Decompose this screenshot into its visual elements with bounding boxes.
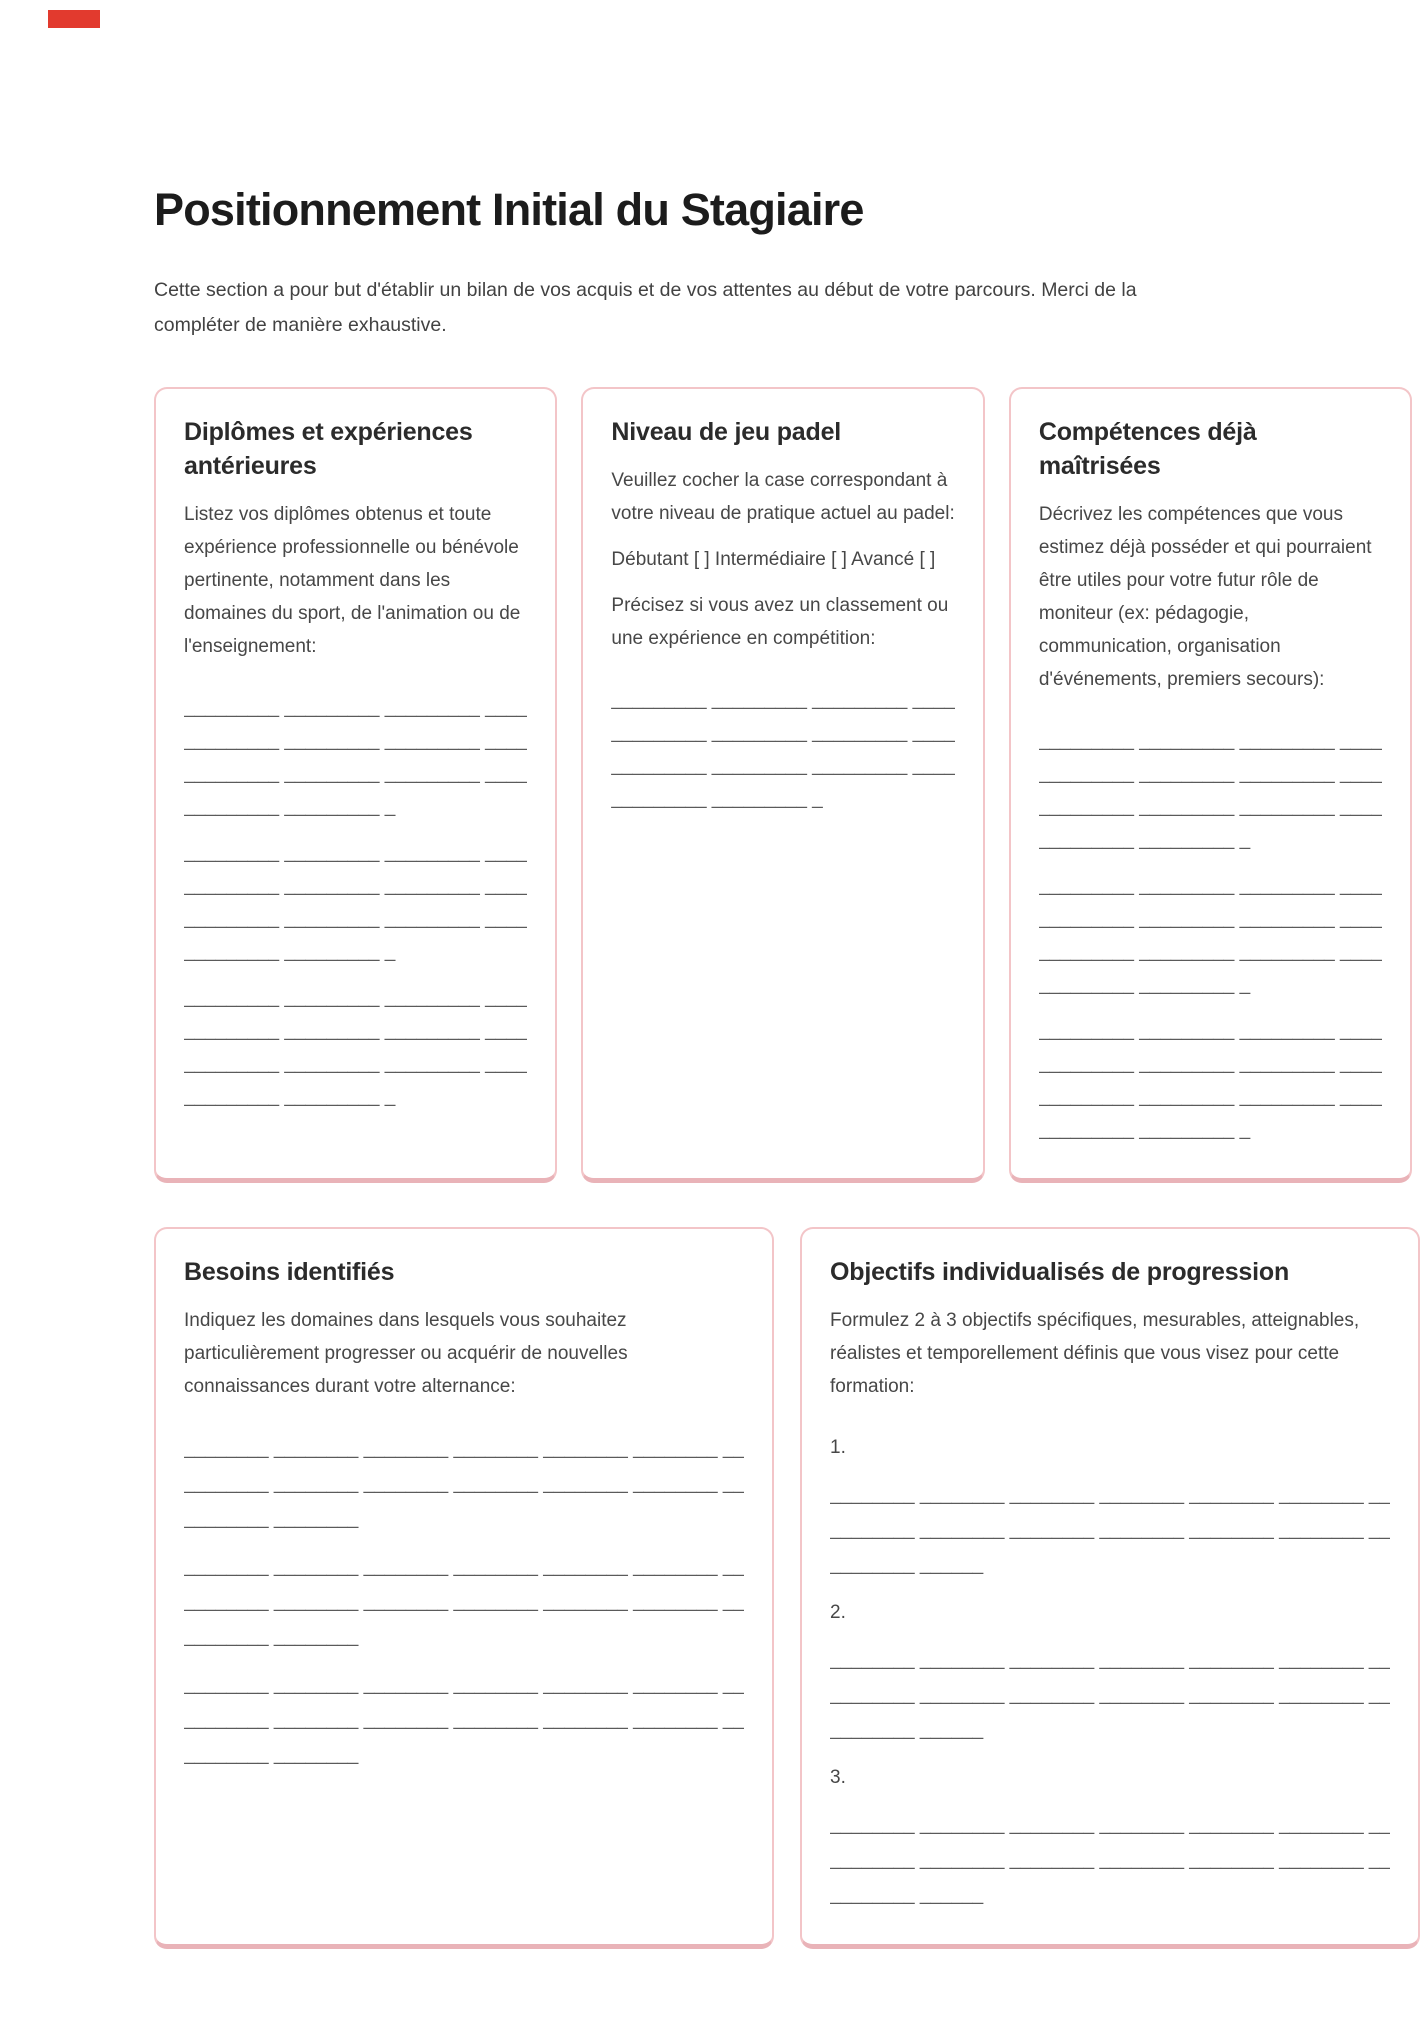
page-title: Positionnement Initial du Stagiaire bbox=[154, 184, 864, 235]
blank-line-group bbox=[830, 1642, 1390, 1747]
blank-line: _________ _________ _________ ____ bbox=[611, 688, 955, 710]
card-title: Besoins identifiés bbox=[184, 1257, 395, 1286]
card-instructions: Précisez si vous avez un classement ou une expérience en compétition: bbox=[611, 594, 949, 649]
card-besoins-identifies bbox=[154, 1227, 774, 1949]
blank-line: _________ _________ _________ ____ bbox=[184, 841, 528, 863]
blank-line: ________ ________ ________ ________ ________ ________ __ bbox=[830, 1684, 1391, 1706]
blank-write-in-area bbox=[184, 1431, 744, 1772]
blank-line: _________ _________ _________ ____ bbox=[1038, 762, 1383, 784]
intro-text: Cette section a pour but d'établir un bilan de vos acquis et de vos attentes au début de votre parcours. Merci de la compléter de manière exhaustive. bbox=[154, 279, 1137, 336]
blank-line: _________ _________ _________ ____ bbox=[611, 754, 955, 776]
blank-line: _________ _________ _ bbox=[184, 795, 396, 817]
blank-line: ________ ________ ________ ________ ________ ________ __ bbox=[184, 1473, 745, 1495]
blank-line: ________ ________ ________ ________ ________ ________ __ bbox=[830, 1519, 1391, 1541]
blank-line: ________ ________ ________ ________ ________ ________ __ bbox=[830, 1649, 1391, 1671]
blank-line: _________ _________ _________ ____ bbox=[184, 729, 528, 751]
blank-line-group bbox=[184, 691, 527, 823]
objective-item bbox=[830, 1431, 1390, 1582]
blank-line: _________ _________ _ bbox=[1038, 1118, 1251, 1140]
blank-line-group bbox=[830, 1477, 1390, 1582]
blank-line: ________ ________ ________ ________ ________ ________ __ bbox=[184, 1438, 745, 1460]
objective-item bbox=[830, 1761, 1390, 1912]
blank-line: _________ _________ _________ ____ bbox=[184, 986, 528, 1008]
blank-line: _________ _________ _________ ____ bbox=[1038, 1085, 1383, 1107]
blank-line: _________ _________ _________ ____ bbox=[184, 762, 528, 784]
card-niveau-padel bbox=[581, 387, 984, 1183]
blank-line-group bbox=[184, 1667, 744, 1772]
blank-line: ________ ________ ________ ________ ________ ________ __ bbox=[830, 1484, 1391, 1506]
blank-line: ________ ________ bbox=[184, 1744, 359, 1766]
blank-line-group bbox=[830, 1807, 1390, 1912]
card-competences-maitrisees bbox=[1009, 387, 1412, 1183]
objective-number: 3. bbox=[830, 1767, 846, 1789]
blank-line: _________ _________ _ bbox=[184, 940, 396, 962]
card-objectifs-progression bbox=[800, 1227, 1420, 1949]
blank-line: _________ _________ _ bbox=[611, 787, 823, 809]
blank-line: _________ _________ _________ ____ bbox=[1038, 795, 1383, 817]
blank-line: _________ _________ _________ ____ bbox=[1038, 907, 1383, 929]
blank-line: ________ ________ ________ ________ ________ ________ __ bbox=[830, 1814, 1391, 1836]
blank-line-group bbox=[184, 981, 527, 1113]
blank-line: _________ _________ _________ ____ bbox=[184, 874, 528, 896]
card-instructions: Formulez 2 à 3 objectifs spécifiques, mesurables, atteignables, réalistes et temporellement définis que vous visez pour cette formation: bbox=[830, 1309, 1360, 1398]
blank-line: ________ ______ bbox=[830, 1719, 984, 1741]
blank-line: ________ ______ bbox=[830, 1554, 984, 1576]
blank-line: _________ _________ _________ ____ bbox=[184, 1019, 528, 1041]
blank-line: _________ _________ _________ ____ bbox=[184, 907, 528, 929]
blank-line-group bbox=[184, 1431, 744, 1536]
card-instructions: Indiquez les domaines dans lesquels vous souhaitez particulièrement progresser ou acquérir de nouvelles connaissances durant votre alternance: bbox=[184, 1309, 628, 1398]
blank-line: _________ _________ _ bbox=[1038, 828, 1251, 850]
blank-line: ________ ______ bbox=[830, 1884, 984, 1906]
blank-write-in-area bbox=[184, 691, 527, 1113]
objective-number: 1. bbox=[830, 1437, 846, 1459]
blank-line-group bbox=[1039, 724, 1382, 856]
blank-write-in-area bbox=[611, 683, 954, 815]
blank-line-group bbox=[184, 836, 527, 968]
card-diplomes-experiences bbox=[154, 387, 557, 1183]
card-instructions: Listez vos diplômes obtenus et toute expérience professionnelle ou bénévole pertinente, notamment dans les domaines du sport, de l'animation ou de l'enseignement: bbox=[184, 503, 521, 657]
blank-line: ________ ________ ________ ________ ________ ________ __ bbox=[184, 1674, 745, 1696]
blank-line-group bbox=[611, 683, 954, 815]
objective-number: 2. bbox=[830, 1602, 846, 1624]
blank-line: _________ _________ _________ ____ bbox=[184, 696, 528, 718]
blank-line: _________ _________ _________ ____ bbox=[1038, 729, 1383, 751]
blank-line: _________ _________ _________ ____ bbox=[611, 721, 955, 743]
card-instructions: Veuillez cocher la case correspondant à votre niveau de pratique actuel au padel: bbox=[611, 469, 955, 524]
blank-line: _________ _________ _________ ____ bbox=[1038, 1052, 1383, 1074]
blank-line: ________ ________ ________ ________ ________ ________ __ bbox=[830, 1849, 1391, 1871]
blank-line: ________ ________ bbox=[184, 1626, 359, 1648]
blank-line: _________ _________ _ bbox=[184, 1085, 396, 1107]
blank-line: ________ ________ ________ ________ ________ ________ __ bbox=[184, 1709, 745, 1731]
objective-item bbox=[830, 1596, 1390, 1747]
blank-line: _________ _________ _________ ____ bbox=[184, 1052, 528, 1074]
card-title: Diplômes et expériences antérieures bbox=[184, 417, 473, 480]
blank-write-in-area bbox=[1039, 724, 1382, 1146]
blank-line: ________ ________ ________ ________ ________ ________ __ bbox=[184, 1556, 745, 1578]
card-title: Objectifs individualisés de progression bbox=[830, 1257, 1290, 1286]
blank-line: _________ _________ _________ ____ bbox=[1038, 940, 1383, 962]
blank-line-group bbox=[1039, 1014, 1382, 1146]
blank-line: _________ _________ _ bbox=[1038, 973, 1251, 995]
blank-line-group bbox=[1039, 869, 1382, 1001]
blank-line: ________ ________ bbox=[184, 1508, 359, 1530]
blank-line: _________ _________ _________ ____ bbox=[1038, 874, 1383, 896]
card-instructions: Décrivez les compétences que vous estimez déjà posséder et qui pourraient être utiles pour votre futur rôle de moniteur (ex: pédagogie, communication, organisation d'événements, premiers secours): bbox=[1038, 503, 1372, 690]
cards-row-1 bbox=[154, 387, 1383, 1183]
blank-line: _________ _________ _________ ____ bbox=[1038, 1019, 1383, 1041]
objectives-list bbox=[830, 1431, 1390, 1912]
red-accent-marker bbox=[48, 10, 100, 28]
checkbox-options-line: Débutant [ ] Intermédiaire [ ] Avancé [ ] bbox=[611, 548, 936, 570]
blank-line: ________ ________ ________ ________ ________ ________ __ bbox=[184, 1591, 745, 1613]
blank-line-group bbox=[184, 1549, 744, 1654]
cards-row-2 bbox=[154, 1227, 1391, 1949]
card-title: Niveau de jeu padel bbox=[611, 417, 842, 446]
card-title: Compétences déjà maîtrisées bbox=[1038, 417, 1257, 480]
